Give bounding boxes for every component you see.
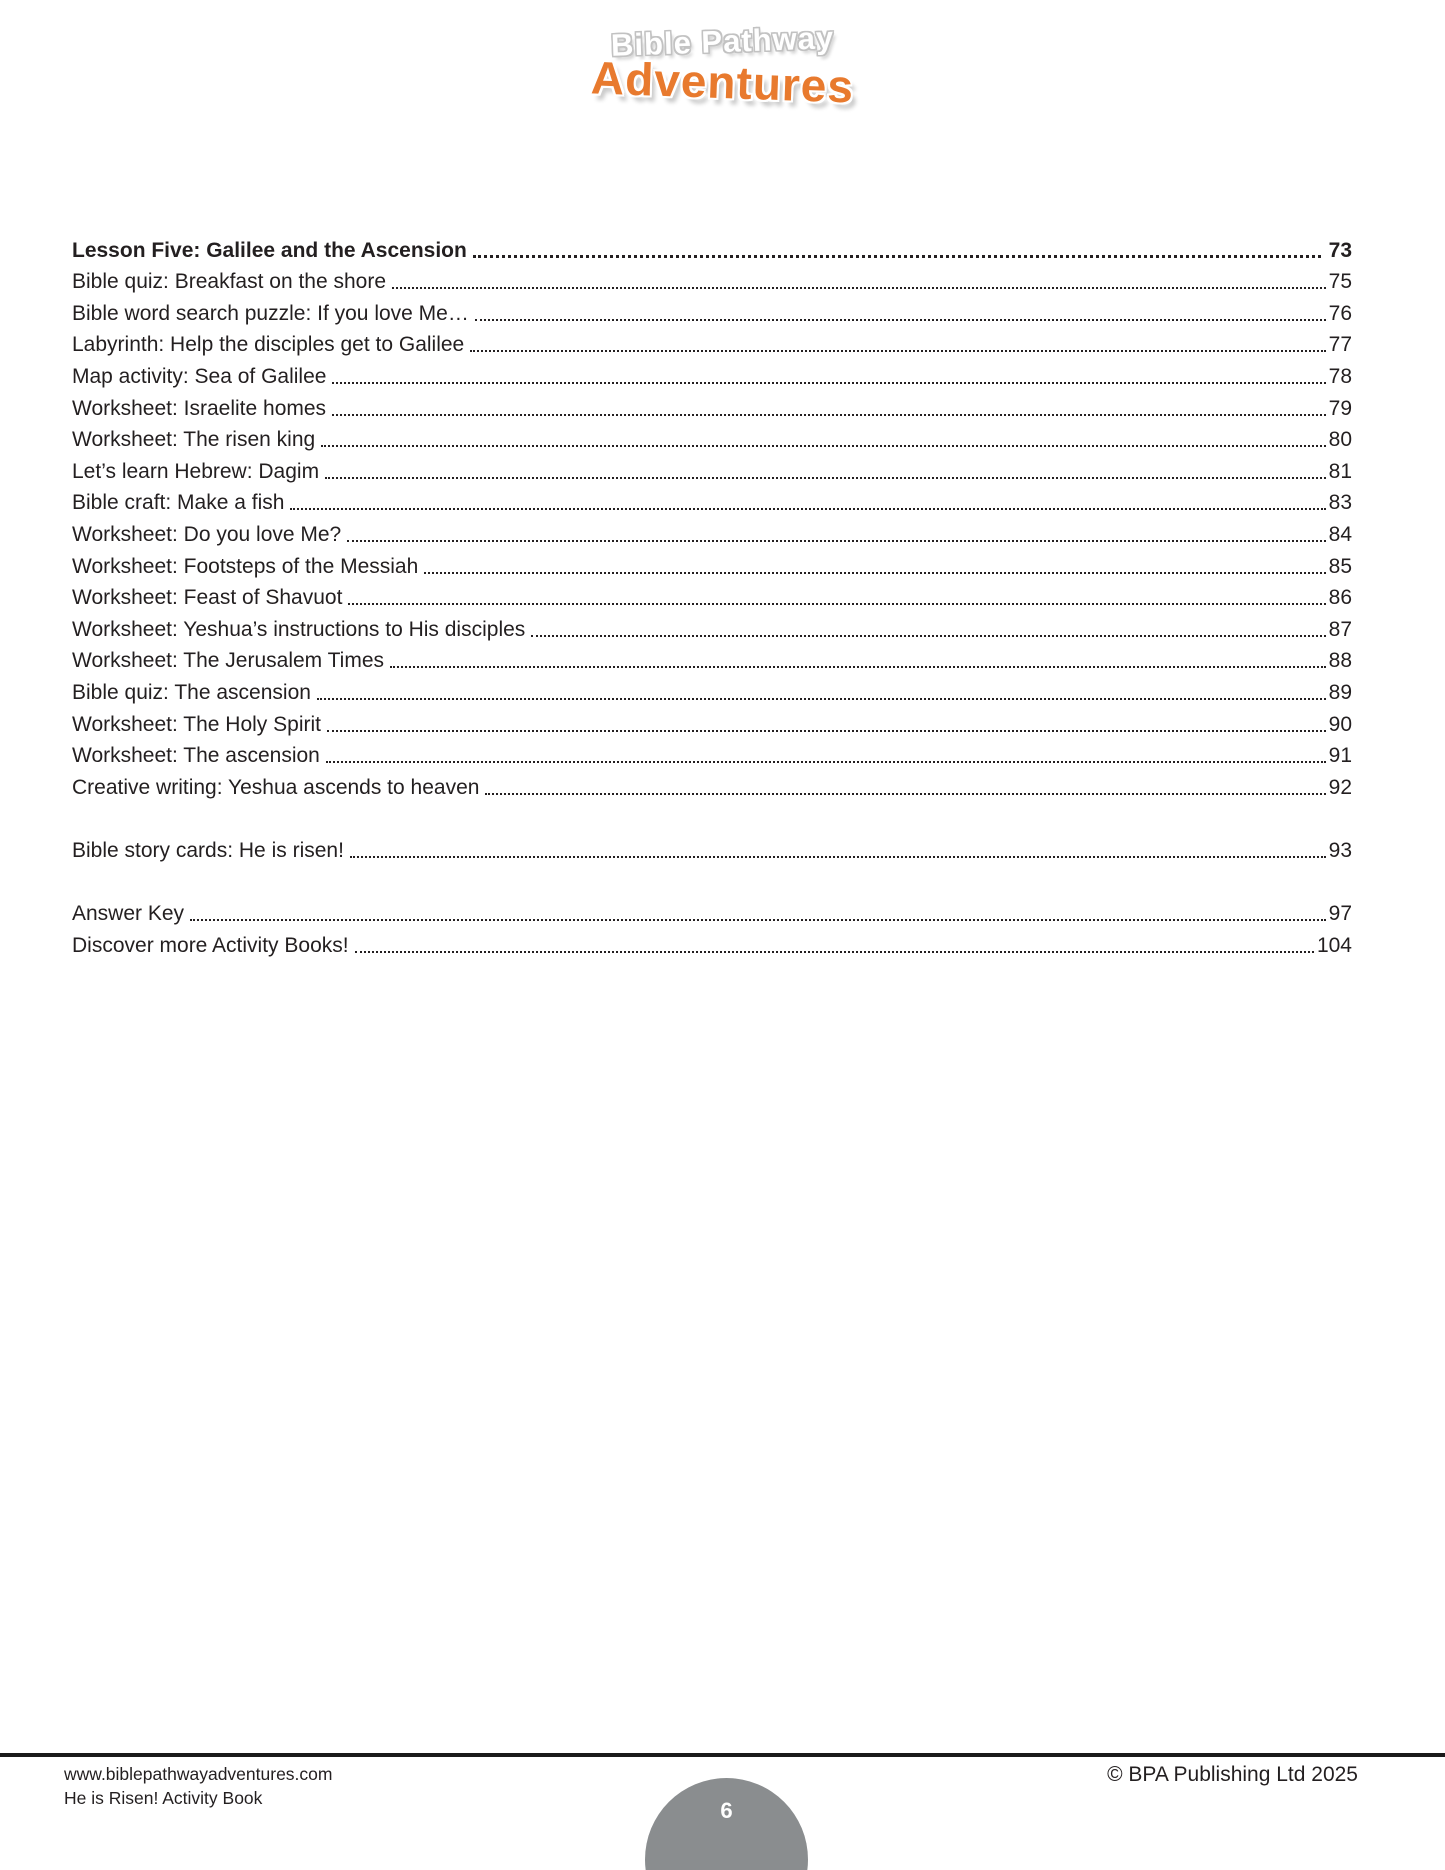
toc-leader-dots	[390, 666, 1326, 668]
toc-leader-dots	[317, 698, 1326, 700]
toc-leader-dots	[347, 540, 1325, 542]
toc-leader-dots	[327, 730, 1326, 732]
toc-leader-dots	[473, 255, 1321, 258]
toc-leader-dots	[531, 635, 1325, 637]
toc-entry-page: 85	[1328, 554, 1352, 578]
toc-entry-label: Bible word search puzzle: If you love Me…	[72, 301, 469, 325]
toc-entry-page: 79	[1328, 396, 1352, 420]
toc-entry-label: Worksheet: Feast of Shavuot	[72, 586, 343, 610]
logo-text-adventures: Adventures	[590, 51, 855, 113]
toc-row	[72, 484, 1352, 516]
logo-text-bible-pathway: Bible Pathway	[610, 20, 835, 63]
toc-leader-dots	[355, 951, 1314, 953]
toc-row	[72, 326, 1352, 358]
toc-leader-dots	[348, 603, 1325, 605]
footer-divider	[0, 1753, 1445, 1757]
toc-entry-label: Bible quiz: The ascension	[72, 680, 311, 704]
toc-entry-label: Bible story cards: He is risen!	[72, 838, 344, 862]
toc-entry-label: Worksheet: The Holy Spirit	[72, 712, 321, 736]
toc-leader-dots	[485, 793, 1325, 795]
toc-entry-page: 90	[1328, 712, 1352, 736]
toc-row	[72, 894, 1352, 926]
toc-entry-label: Worksheet: The risen king	[72, 428, 316, 452]
toc-entry-page: 97	[1328, 902, 1352, 926]
toc-leader-dots	[332, 414, 1326, 416]
footer-book-title: He is Risen! Activity Book	[64, 1788, 263, 1808]
toc-leader-dots	[325, 477, 1326, 479]
page-number: 6	[720, 1798, 733, 1823]
toc-entry-label: Map activity: Sea of Galilee	[72, 364, 327, 388]
toc-row	[72, 673, 1352, 705]
toc-entry-label: Labyrinth: Help the disciples get to Galilee	[72, 333, 465, 357]
toc-leader-dots	[290, 508, 1325, 510]
toc-entry-label: Worksheet: The Jerusalem Times	[72, 649, 385, 673]
toc-entry-page: 76	[1328, 301, 1352, 325]
toc-leader-dots	[475, 319, 1326, 321]
toc-entry-page: 92	[1328, 775, 1352, 799]
toc-row	[72, 452, 1352, 484]
toc-leader-dots	[332, 382, 1325, 384]
toc-row	[72, 926, 1352, 958]
toc-entry-page: 88	[1328, 649, 1352, 673]
toc-entry-label: Worksheet: Do you love Me?	[72, 522, 342, 546]
toc-entry-label: Answer Key	[72, 902, 185, 926]
toc-row	[72, 263, 1352, 295]
toc-row	[72, 642, 1352, 674]
toc-row	[72, 705, 1352, 737]
toc-entry-label: Bible craft: Make a fish	[72, 491, 285, 515]
toc-row	[72, 579, 1352, 611]
toc-row	[72, 389, 1352, 421]
toc-row	[72, 421, 1352, 453]
toc-entry-page: 84	[1328, 522, 1352, 546]
toc-entry-label: Worksheet: The ascension	[72, 744, 320, 768]
toc-entry-label: Bible quiz: Breakfast on the shore	[72, 270, 387, 294]
footer-website: www.biblepathwayadventures.com	[64, 1764, 333, 1784]
toc-row	[72, 357, 1352, 389]
toc-leader-dots	[424, 572, 1325, 574]
toc-entry-page: 81	[1328, 459, 1352, 483]
toc-entry-label: Worksheet: Yeshua’s instructions to His disciples	[72, 617, 526, 641]
footer-copyright: © BPA Publishing Ltd 2025	[1107, 1763, 1358, 1786]
toc-entry-label: Worksheet: Israelite homes	[72, 396, 327, 420]
toc-entry-label: Let’s learn Hebrew: Dagim	[72, 459, 320, 483]
toc-entry-page: 93	[1328, 838, 1352, 862]
toc-leader-dots	[321, 445, 1325, 447]
toc-leader-dots	[326, 761, 1326, 763]
logo	[0, 20, 1445, 113]
toc-leader-dots	[392, 287, 1326, 289]
toc-entry-page: 87	[1328, 617, 1352, 641]
toc-row	[72, 547, 1352, 579]
toc-entry-label: Discover more Activity Books!	[72, 933, 349, 957]
toc-leader-dots	[350, 856, 1326, 858]
toc-entry-page: 77	[1328, 333, 1352, 357]
toc-leader-dots	[470, 350, 1325, 352]
toc-entry-page: 83	[1328, 491, 1352, 515]
toc-entry-page: 78	[1328, 364, 1352, 388]
toc-row	[72, 831, 1352, 863]
toc-row	[72, 294, 1352, 326]
toc-row	[72, 610, 1352, 642]
toc-row	[72, 768, 1352, 800]
toc-entry-label: Creative writing: Yeshua ascends to heaven	[72, 775, 480, 799]
toc-entry-page: 104	[1316, 933, 1352, 957]
toc-leader-dots	[190, 919, 1326, 921]
toc-entry-page: 73	[1328, 238, 1352, 262]
toc-entry-label: Worksheet: Footsteps of the Messiah	[72, 554, 419, 578]
toc-list	[72, 231, 1352, 958]
page-number-circle	[645, 1778, 808, 1870]
toc-entry-label: Lesson Five: Galilee and the Ascension	[72, 238, 467, 262]
toc-row	[72, 231, 1352, 263]
footer-left	[64, 1762, 332, 1810]
toc-entry-page: 86	[1328, 586, 1352, 610]
toc-row	[72, 515, 1352, 547]
toc-entry-page: 75	[1328, 270, 1352, 294]
toc-row	[72, 737, 1352, 769]
toc-entry-page: 91	[1328, 744, 1352, 768]
toc-entry-page: 80	[1328, 428, 1352, 452]
toc-entry-page: 89	[1328, 680, 1352, 704]
